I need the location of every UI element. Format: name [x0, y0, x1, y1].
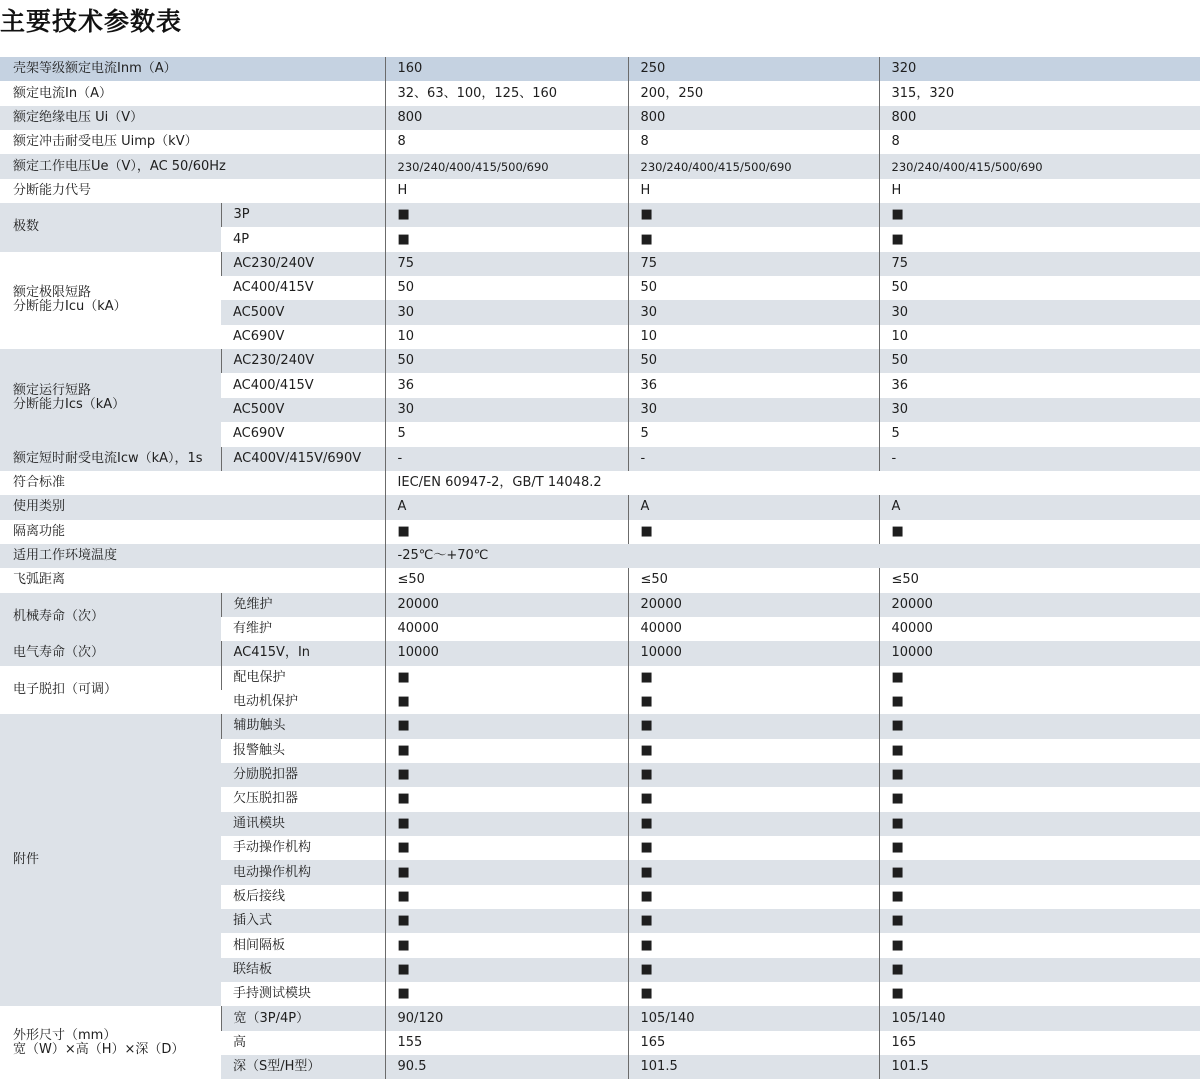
spec-table: [0, 57, 1200, 1079]
row-label: 极数: [0, 203, 221, 252]
mark-cell: ■: [385, 860, 628, 884]
row-label: 飞弧距离: [13, 572, 66, 588]
table-row-ics: [0, 349, 1200, 373]
cell-value: -: [879, 447, 1200, 471]
mark-cell: ■: [385, 885, 628, 909]
cell-value: -: [628, 447, 879, 471]
row-label-line: 额定极限短路: [13, 285, 92, 301]
cell-value: 32、63、100，125、160: [385, 81, 628, 105]
cell-value: 40000: [385, 617, 628, 641]
cell-value: 90/120: [385, 1006, 628, 1030]
row-label: 分断能力代号: [13, 182, 92, 198]
sub-label: 欠压脱扣器: [233, 791, 299, 807]
mark-cell: ■: [628, 714, 879, 738]
table-row-category: [0, 495, 1200, 519]
cell-value: 5: [385, 422, 628, 446]
mark-cell: ■: [628, 909, 879, 933]
cell-value: 5: [879, 422, 1200, 446]
mark-cell: ■: [385, 933, 628, 957]
cell-value: 40000: [628, 617, 879, 641]
sub-label: 辅助触头: [221, 714, 385, 738]
cell-value: 8: [385, 130, 628, 154]
row-label: 壳架等级额定电流Inm（A）: [0, 57, 385, 81]
row-label-line: 额定运行短路: [13, 382, 92, 398]
mark-cell: ■: [385, 666, 628, 690]
cell-value: 10000: [628, 641, 879, 665]
sub-label: AC500V: [221, 300, 385, 324]
cell-value: 230/240/400/415/500/690: [879, 154, 1200, 178]
row-label: 额定绝缘电压 Ui（V）: [0, 106, 385, 130]
cell-value: 36: [385, 373, 628, 397]
cell-value: 105/140: [879, 1006, 1200, 1030]
sub-label: 深（S型/H型）: [221, 1055, 385, 1079]
cell-value: 75: [385, 252, 628, 276]
mark-cell: ■: [879, 520, 1200, 544]
sub-label: 分励脱扣器: [221, 763, 385, 787]
mark-cell: ■: [385, 836, 628, 860]
row-label: 附件: [0, 714, 221, 1006]
row-label: 机械寿命（次）: [0, 593, 221, 642]
table-row-trip-unit: [0, 666, 1200, 690]
mark-cell: ■: [385, 787, 628, 811]
cell-value: 30: [628, 398, 879, 422]
mark-cell: ■: [879, 909, 1200, 933]
cell-value: 75: [879, 252, 1200, 276]
mark-cell: ■: [879, 227, 1200, 251]
row-label: [0, 349, 221, 446]
mark-cell: ■: [628, 739, 879, 763]
sub-label: AC230/240V: [221, 349, 385, 373]
table-row-insulation-voltage: [0, 106, 1200, 130]
row-label: 适用工作环境温度: [0, 544, 385, 568]
mark-cell: ■: [385, 958, 628, 982]
cell-value: -: [385, 447, 628, 471]
table-row-standard: [0, 471, 1200, 495]
table-row-impulse-voltage: [0, 130, 1200, 154]
cell-value: 800: [879, 106, 1200, 130]
mark-cell: ■: [879, 982, 1200, 1006]
cell-value: 800: [628, 106, 879, 130]
sub-label: 4P: [233, 231, 250, 247]
mark-cell: ■: [628, 690, 879, 714]
sub-label: 通讯模块: [221, 812, 385, 836]
sub-label: 报警触头: [233, 742, 286, 758]
table-row-arc-distance: [0, 568, 1200, 592]
cell-value: 10: [879, 325, 1200, 349]
sub-label: 手持测试模块: [233, 986, 312, 1002]
mark-cell: ■: [385, 982, 628, 1006]
table-row-operating-voltage: [0, 154, 1200, 178]
mark-cell: ■: [879, 787, 1200, 811]
cell-value: 50: [628, 349, 879, 373]
cell-value: 40000: [879, 617, 1200, 641]
sub-label: AC415V，In: [221, 641, 385, 665]
table-row-electrical-life: [0, 641, 1200, 665]
mark-cell: ■: [879, 690, 1200, 714]
row-label-line: 外形尺寸（mm）: [13, 1027, 117, 1043]
cell-value: 30: [385, 398, 628, 422]
mark-cell: ■: [385, 739, 628, 763]
sub-label: 高: [233, 1034, 247, 1050]
cell-value: 36: [628, 373, 879, 397]
cell-value: 800: [385, 106, 628, 130]
mark-cell: ■: [385, 203, 628, 227]
table-row-mechanical-life: [0, 593, 1200, 617]
sub-label: 3P: [221, 203, 385, 227]
row-label: [0, 1006, 221, 1079]
cell-value: H: [628, 179, 879, 203]
row-label-line: 分断能力Icu（kA）: [13, 299, 127, 315]
mark-cell: ■: [628, 885, 879, 909]
mark-cell: ■: [879, 958, 1200, 982]
row-label: 额定工作电压Ue（V），AC 50/60Hz: [0, 154, 385, 178]
table-row-poles-3p: [0, 203, 1200, 227]
mark-cell: ■: [385, 690, 628, 714]
mark-cell: ■: [879, 885, 1200, 909]
mark-cell: ■: [628, 666, 879, 690]
mark-cell: ■: [385, 714, 628, 738]
cell-value: 20000: [879, 593, 1200, 617]
row-label-line: 宽（W）×高（H）×深（D）: [13, 1041, 185, 1057]
sub-label: AC230/240V: [221, 252, 385, 276]
row-label: 额定短时耐受电流Icw（kA），1s: [0, 447, 221, 471]
mark-cell: ■: [385, 520, 628, 544]
mark-cell: ■: [879, 203, 1200, 227]
cell-value: A: [385, 495, 628, 519]
cell-value: 315，320: [879, 81, 1200, 105]
sub-label: AC400/415V: [233, 280, 314, 296]
mark-cell: ■: [628, 763, 879, 787]
mark-cell: ■: [628, 812, 879, 836]
table-row-dimensions: [0, 1006, 1200, 1030]
mark-cell: ■: [628, 836, 879, 860]
sub-label: 板后接线: [233, 888, 286, 904]
mark-cell: ■: [385, 812, 628, 836]
cell-value: 10000: [879, 641, 1200, 665]
cell-value: 8: [628, 130, 879, 154]
cell-value: 30: [879, 398, 1200, 422]
cell-value: 30: [879, 300, 1200, 324]
cell-value: 101.5: [879, 1055, 1200, 1079]
sub-label: 免维护: [221, 593, 385, 617]
sub-label: AC690V: [233, 426, 285, 442]
cell-value: 5: [628, 422, 879, 446]
row-label: [0, 252, 221, 349]
row-label: 使用类别: [0, 495, 385, 519]
mark-cell: ■: [628, 227, 879, 251]
cell-value: 105/140: [628, 1006, 879, 1030]
table-row-accessory: [0, 714, 1200, 738]
mark-cell: ■: [628, 860, 879, 884]
cell-value: 10: [628, 325, 879, 349]
cell-value: 50: [385, 276, 628, 300]
cell-value: 230/240/400/415/500/690: [385, 154, 628, 178]
cell-value: ≤50: [628, 568, 879, 592]
page-title: 主要技术参数表: [0, 7, 183, 36]
cell-value: IEC/EN 60947-2，GB/T 14048.2: [385, 471, 1200, 495]
mark-cell: ■: [385, 227, 628, 251]
row-label: 电气寿命（次）: [0, 641, 221, 665]
sub-label: AC690V: [233, 328, 285, 344]
table-row-temperature: [0, 544, 1200, 568]
cell-value: A: [628, 495, 879, 519]
cell-value: ≤50: [879, 568, 1200, 592]
column-header-320: 320: [879, 57, 1200, 81]
mark-cell: ■: [879, 739, 1200, 763]
sub-label: 手动操作机构: [233, 840, 312, 856]
cell-value: 50: [879, 276, 1200, 300]
cell-value: 165: [628, 1031, 879, 1055]
mark-cell: ■: [385, 763, 628, 787]
row-label: 额定冲击耐受电压 Uimp（kV）: [13, 134, 198, 150]
table-row-frame-current: [0, 57, 1200, 81]
mark-cell: ■: [879, 812, 1200, 836]
sub-label: AC400V/415V/690V: [221, 447, 385, 471]
row-label: 电子脱扣（可调）: [0, 666, 221, 715]
mark-cell: ■: [628, 958, 879, 982]
cell-value: 8: [879, 130, 1200, 154]
table-row-icu: [0, 252, 1200, 276]
sub-label: AC400/415V: [233, 377, 314, 393]
mark-cell: ■: [628, 982, 879, 1006]
mark-cell: ■: [879, 714, 1200, 738]
sub-label: 电动机保护: [233, 694, 299, 710]
cell-value: A: [879, 495, 1200, 519]
table-row-isolation: [0, 520, 1200, 544]
cell-value: 10000: [385, 641, 628, 665]
mark-cell: ■: [879, 933, 1200, 957]
row-label: 额定电流In（A）: [13, 85, 112, 101]
cell-value: 200，250: [628, 81, 879, 105]
column-header-160: 160: [385, 57, 628, 81]
cell-value: -25℃～+70℃: [385, 544, 1200, 568]
table-row-breaking-code: [0, 179, 1200, 203]
sub-label: 插入式: [221, 909, 385, 933]
mark-cell: ■: [628, 203, 879, 227]
cell-value: 36: [879, 373, 1200, 397]
cell-value: 230/240/400/415/500/690: [628, 154, 879, 178]
row-label: 隔离功能: [13, 523, 66, 539]
cell-value: 10: [385, 325, 628, 349]
cell-value: H: [385, 179, 628, 203]
sub-label: 电动操作机构: [221, 860, 385, 884]
sub-label: 宽（3P/4P）: [221, 1006, 385, 1030]
table-row-rated-current: [0, 81, 1200, 105]
sub-label: 相间隔板: [233, 937, 286, 953]
cell-value: 165: [879, 1031, 1200, 1055]
mark-cell: ■: [879, 763, 1200, 787]
row-label-line: 分断能力Ics（kA）: [13, 396, 126, 412]
cell-value: 20000: [628, 593, 879, 617]
sub-label: 有维护: [233, 621, 273, 637]
cell-value: ≤50: [385, 568, 628, 592]
cell-value: 90.5: [385, 1055, 628, 1079]
cell-value: 20000: [385, 593, 628, 617]
mark-cell: ■: [628, 787, 879, 811]
row-label: 符合标准: [13, 475, 66, 491]
cell-value: 101.5: [628, 1055, 879, 1079]
cell-value: 75: [628, 252, 879, 276]
cell-value: 30: [385, 300, 628, 324]
mark-cell: ■: [628, 520, 879, 544]
cell-value: 50: [879, 349, 1200, 373]
cell-value: 50: [628, 276, 879, 300]
cell-value: H: [879, 179, 1200, 203]
sub-label: AC500V: [221, 398, 385, 422]
mark-cell: ■: [879, 836, 1200, 860]
sub-label: 配电保护: [221, 666, 385, 690]
column-header-250: 250: [628, 57, 879, 81]
cell-value: 50: [385, 349, 628, 373]
cell-value: 155: [385, 1031, 628, 1055]
table-row-icw: [0, 447, 1200, 471]
cell-value: 30: [628, 300, 879, 324]
mark-cell: ■: [879, 666, 1200, 690]
sub-label: 联结板: [221, 958, 385, 982]
mark-cell: ■: [628, 933, 879, 957]
mark-cell: ■: [385, 909, 628, 933]
mark-cell: ■: [879, 860, 1200, 884]
